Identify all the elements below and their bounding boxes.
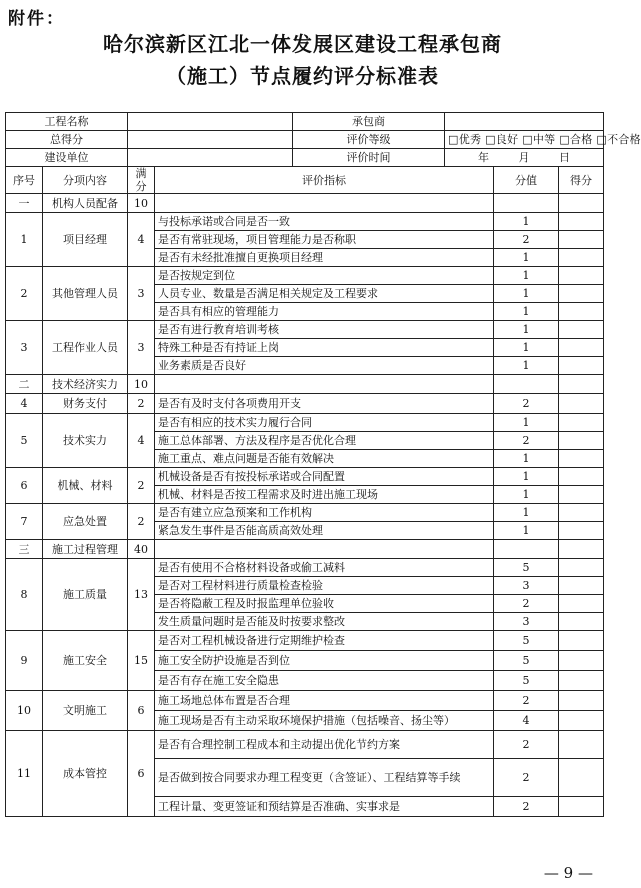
project-name-value[interactable] [128,113,293,131]
criterion-score: 2 [494,595,559,613]
criterion-score: 5 [494,671,559,691]
item-title: 成本管控 [43,731,128,817]
earned-score-cell[interactable] [559,504,604,522]
section-full-score: 40 [128,540,155,559]
earned-score-cell[interactable] [559,321,604,339]
item-full-score: 2 [128,468,155,504]
criterion-text: 业务素质是否良好 [155,357,494,375]
column-header-item: 分项内容 [43,167,128,194]
eval-date[interactable]: 年 月 日 [445,149,604,167]
criterion-score: 1 [494,267,559,285]
earned-score-cell[interactable] [559,213,604,231]
criterion-score: 1 [494,522,559,540]
criterion-text: 工程计量、变更签证和预结算是否准确、实事求是 [155,797,494,817]
criterion-text: 机械、材料是否按工程需求及时进出施工现场 [155,486,494,504]
criterion-score: 2 [494,231,559,249]
criterion-score: 2 [494,394,559,414]
criterion-text: 施工重点、难点问题是否能有效解决 [155,450,494,468]
item-full-score: 6 [128,731,155,817]
info-row-project [6,113,604,131]
criterion-text: 施工现场是否有主动采取环境保护措施（包括噪音、扬尘等） [155,711,494,731]
table-row [6,414,604,432]
item-title: 技术实力 [43,414,128,468]
criterion-score: 2 [494,759,559,797]
item-number: 6 [6,468,43,504]
item-full-score: 6 [128,691,155,731]
header-row [6,167,604,194]
document-title: 哈尔滨新区江北一体发展区建设工程承包商 [103,32,502,56]
criterion-score: 3 [494,613,559,631]
section-row [6,194,604,213]
criterion-score: 1 [494,285,559,303]
item-full-score: 4 [128,213,155,267]
criterion-text: 与投标承诺或合同是否一致 [155,213,494,231]
earned-score-cell[interactable] [559,357,604,375]
item-full-score: 4 [128,414,155,468]
document-subtitle: （施工）节点履约评分标准表 [166,64,439,88]
criterion-score: 5 [494,631,559,651]
item-full-score: 15 [128,631,155,691]
column-header-num: 序号 [6,167,43,194]
criterion-text: 特殊工种是否有持证上岗 [155,339,494,357]
section-row [6,375,604,394]
criterion-score: 4 [494,711,559,731]
earned-score-cell[interactable] [559,231,604,249]
earned-score-cell[interactable] [559,691,604,711]
earned-score-cell[interactable] [559,595,604,613]
criterion-text: 是否将隐蔽工程及时报监理单位验收 [155,595,494,613]
criterion-text: 是否有合理控制工程成本和主动提出优化节约方案 [155,731,494,759]
criterion-score: 1 [494,339,559,357]
item-full-score: 2 [128,504,155,540]
criterion-text: 是否有存在施工安全隐患 [155,671,494,691]
rating-level-label: 评价等级 [293,131,445,149]
annex-label: 附件： [8,9,65,29]
table-row [6,559,604,577]
earned-score-cell[interactable] [559,577,604,595]
criterion-text: 是否有建立应急预案和工作机构 [155,504,494,522]
item-number: 2 [6,267,43,321]
total-score-label: 总得分 [6,131,128,149]
criterion-score: 1 [494,414,559,432]
criterion-text: 是否具有相应的管理能力 [155,303,494,321]
earned-score-cell[interactable] [559,613,604,631]
criterion-score: 1 [494,504,559,522]
table-row [6,321,604,339]
item-title: 工程作业人员 [43,321,128,375]
column-header-earned: 得分 [559,167,604,194]
item-title: 施工安全 [43,631,128,691]
item-number: 4 [6,394,43,414]
item-title: 财务支付 [43,394,128,414]
item-number: 3 [6,321,43,375]
criterion-score: 1 [494,303,559,321]
item-number: 9 [6,631,43,691]
earned-score-cell[interactable] [559,731,604,759]
criterion-score: 2 [494,691,559,711]
criterion-text: 是否有使用不合格材料设备或偷工减料 [155,559,494,577]
earned-score-cell[interactable] [559,711,604,731]
item-title: 其他管理人员 [43,267,128,321]
earned-score-cell[interactable] [559,432,604,450]
item-title: 机械、材料 [43,468,128,504]
item-title: 项目经理 [43,213,128,267]
page-number: — 9 — [543,864,593,882]
column-header-criteria: 评价指标 [155,167,494,194]
item-number: 7 [6,504,43,540]
section-number: 三 [6,540,43,559]
criterion-text: 人员专业、数量是否满足相关规定及工程要求 [155,285,494,303]
criterion-text: 施工场地总体布置是否合理 [155,691,494,711]
criterion-score: 1 [494,486,559,504]
table-row [6,631,604,651]
criterion-score: 5 [494,559,559,577]
earned-score-cell[interactable] [559,671,604,691]
criterion-text: 施工总体部署、方法及程序是否优化合理 [155,432,494,450]
section-row [6,540,604,559]
project-name-label: 工程名称 [6,113,128,131]
earned-score-cell[interactable] [559,249,604,267]
section-number: 二 [6,375,43,394]
section-title: 施工过程管理 [43,540,128,559]
item-full-score: 3 [128,321,155,375]
earned-score-cell[interactable] [559,394,604,414]
scoring-table [5,112,641,817]
earned-score-cell[interactable] [559,651,604,671]
criterion-text: 是否对工程机械设备进行定期维护检查 [155,631,494,651]
section-number: 一 [6,194,43,213]
table-row [6,731,604,759]
info-row-builder [6,149,604,167]
criterion-text: 施工安全防护设施是否到位 [155,651,494,671]
criterion-score: 3 [494,577,559,595]
criterion-text: 是否有及时支付各项费用开支 [155,394,494,414]
criterion-text: 是否有未经批准擅自更换项目经理 [155,249,494,267]
table-row [6,267,604,285]
item-title: 应急处置 [43,504,128,540]
table-row [6,213,604,231]
contractor-value[interactable] [445,113,604,131]
earned-score-cell[interactable] [559,759,604,797]
criterion-text: 是否对工程材料进行质量检查检验 [155,577,494,595]
table-row [6,468,604,486]
criterion-text: 机械设备是否有按投标承诺或合同配置 [155,468,494,486]
section-full-score: 10 [128,194,155,213]
item-full-score: 13 [128,559,155,631]
earned-score-cell[interactable] [559,339,604,357]
criterion-score: 1 [494,321,559,339]
criterion-score: 1 [494,450,559,468]
item-number: 10 [6,691,43,731]
contractor-label: 承包商 [293,113,445,131]
criterion-score: 2 [494,731,559,759]
builder-label: 建设单位 [6,149,128,167]
earned-score-cell[interactable] [559,797,604,817]
rating-options[interactable]: □优秀 □良好 □中等 □合格 □不合格 [445,131,604,149]
item-title: 文明施工 [43,691,128,731]
earned-score-cell[interactable] [559,303,604,321]
criterion-text: 发生质量问题时是否能及时按要求整改 [155,613,494,631]
section-title: 技术经济实力 [43,375,128,394]
item-title: 施工质量 [43,559,128,631]
criterion-text: 是否有进行教育培训考核 [155,321,494,339]
earned-score-cell[interactable] [559,450,604,468]
earned-score-cell[interactable] [559,267,604,285]
total-score-value[interactable] [128,131,293,149]
item-number: 1 [6,213,43,267]
table-row [6,504,604,522]
criterion-score: 1 [494,249,559,267]
earned-score-cell[interactable] [559,522,604,540]
table-row [6,394,604,414]
item-full-score: 3 [128,267,155,321]
column-header-score: 分值 [494,167,559,194]
criterion-score: 2 [494,797,559,817]
section-title: 机构人员配备 [43,194,128,213]
eval-time-label: 评价时间 [293,149,445,167]
section-full-score: 10 [128,375,155,394]
criterion-text: 是否做到按合同要求办理工程变更（含签证）、工程结算等手续 [155,759,494,797]
earned-score-cell[interactable] [559,559,604,577]
earned-score-cell[interactable] [559,468,604,486]
table-row [6,691,604,711]
column-header-full: 满分 [128,167,155,194]
criterion-text: 紧急发生事件是否能高质高效处理 [155,522,494,540]
item-number: 11 [6,731,43,817]
item-full-score: 2 [128,394,155,414]
criterion-text: 是否有相应的技术实力履行合同 [155,414,494,432]
criterion-score: 1 [494,357,559,375]
criterion-text: 是否有常驻现场，项目管理能力是否称职 [155,231,494,249]
item-number: 8 [6,559,43,631]
earned-score-cell[interactable] [559,414,604,432]
criterion-score: 5 [494,651,559,671]
earned-score-cell[interactable] [559,486,604,504]
info-row-score [6,131,604,149]
earned-score-cell[interactable] [559,285,604,303]
builder-value[interactable] [128,149,293,167]
criterion-text: 是否按规定到位 [155,267,494,285]
criterion-score: 2 [494,432,559,450]
earned-score-cell[interactable] [559,631,604,651]
item-number: 5 [6,414,43,468]
criterion-score: 1 [494,213,559,231]
criterion-score: 1 [494,468,559,486]
